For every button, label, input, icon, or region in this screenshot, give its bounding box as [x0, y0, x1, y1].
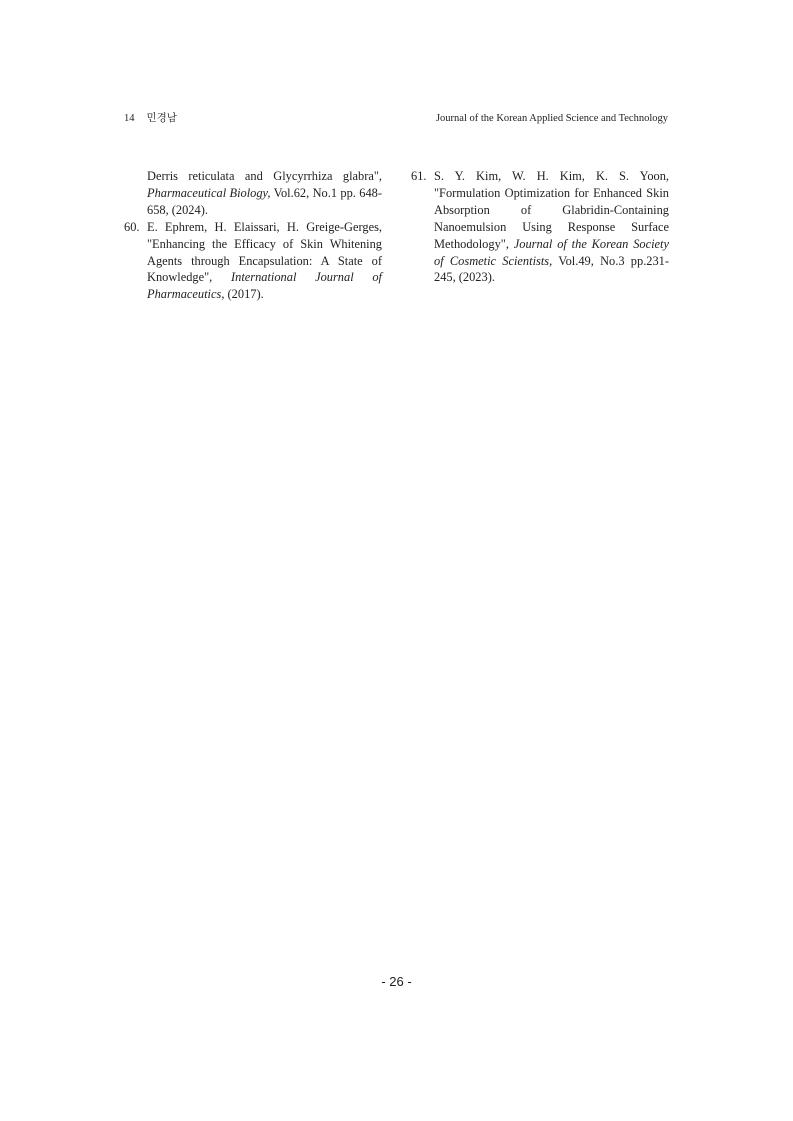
reference-61-tail: Vol.49, No.3 pp.231-245, (2023).: [434, 253, 669, 285]
running-head: [124, 111, 668, 127]
reference-continued-text: Derris reticulata and Glycyrrhiza glabra",: [147, 169, 382, 183]
header-author: 민경남: [146, 113, 177, 124]
reference-60-tail: (2017).: [227, 287, 264, 302]
footer-page-number: - 26 -: [381, 974, 412, 989]
reference-continued: [124, 168, 382, 219]
reference-60-number: 60.: [124, 219, 140, 234]
reference-60-journal: International Journal of Pharmaceutics,: [147, 270, 382, 302]
reference-continued-tail: Vol.62, No.1 pp. 648-658, (2024).: [147, 185, 382, 217]
header-page-number: 14: [124, 113, 135, 124]
running-head-left: [124, 111, 177, 127]
reference-61-number: 61.: [411, 169, 427, 183]
header-journal-title: Journal of the Korean Applied Science and Technology: [435, 113, 668, 124]
reference-61-text: S. Y. Kim, W. H. Kim, K. S. Yoon, "Formulation Optimization for Enhanced Skin Absorption of Glabridin-Containing Nanoemulsion Using Response Surface Methodology",: [434, 169, 669, 251]
references-right-column: [411, 168, 669, 286]
reference-61: [411, 168, 669, 286]
reference-continued-journal: Pharmaceutical Biology,: [147, 185, 271, 200]
reference-60-text: E. Ephrem, H. Elaissari, H. Greige-Gerges, "Enhancing the Efficacy of Skin Whitening Agents through Encapsulation: A State of Knowledge",: [147, 219, 382, 285]
references-left-column: [124, 168, 382, 303]
reference-60: [124, 219, 382, 304]
reference-61-journal: Journal of the Korean Society of Cosmetic Scientists,: [434, 236, 669, 268]
